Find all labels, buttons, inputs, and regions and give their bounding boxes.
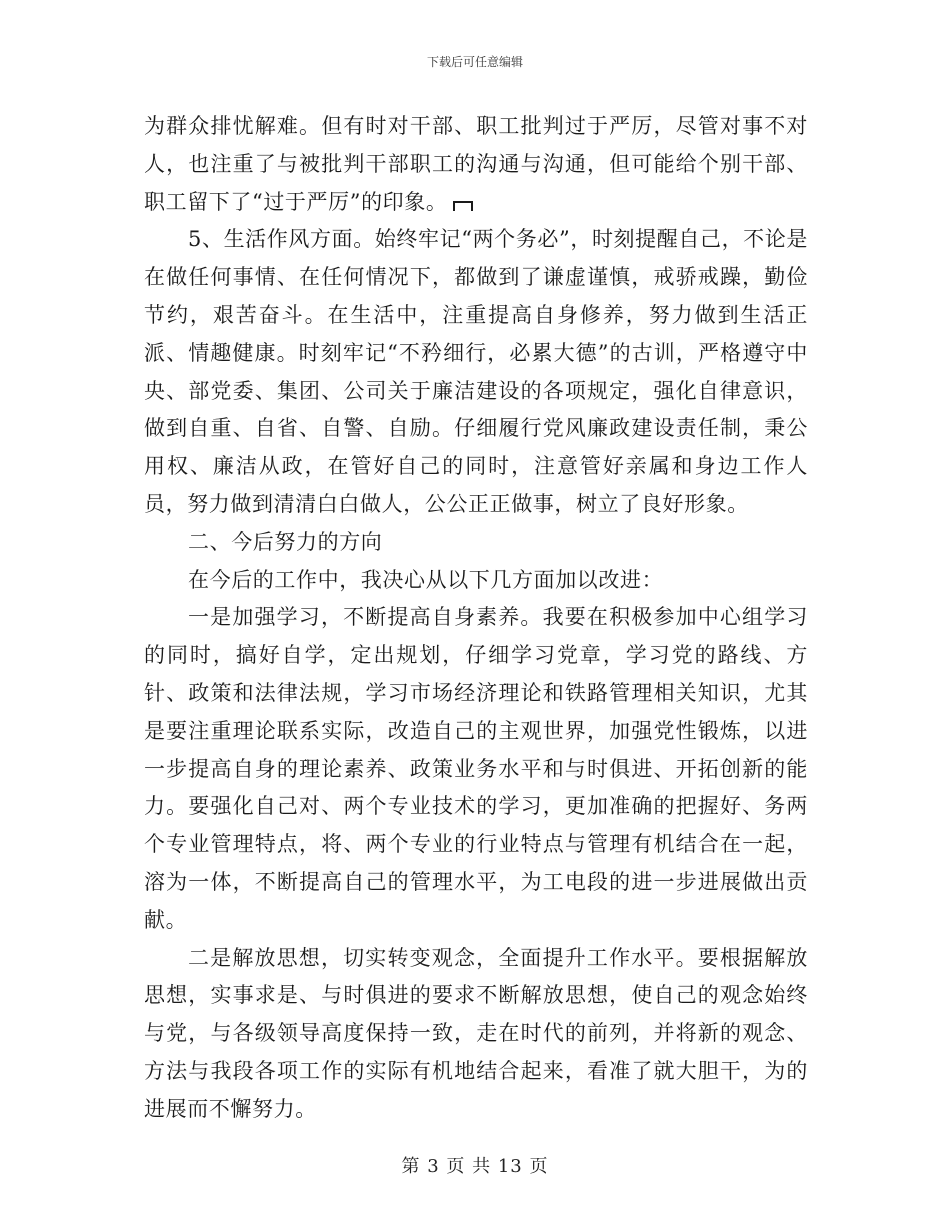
paragraph-1-text: 为群众排忧解难。但有时对干部、职工批判过于严厉，尽管对事不对人，也注重了与被批判干部职工的沟通与沟通，但可能给个别干部、职工留下了“过于严厉”的印象。 <box>144 114 808 214</box>
paragraph-4: 一是加强学习，不断提高自身素养。我要在积极参加中心组学习的同时，搞好自学，定出规划，仔细学习党章，学习党的路线、方针、政策和法律法规，学习市场经济理论和铁路管理相关知识，尤其是要注重理论联系实际，改造自己的主观世界，加强党性锻炼，以进一步提高自身的理论素养、政策业务水平和与时俱进、开拓创新的能力。要强化自己对、两个专业技术的学习，更加准确的把握好、务两个专业管理特点，将、两个专业的行业特点与管理有机结合在一起，溶为一体，不断提高自己的管理水平，为工电段的进一步进展做出贡献。 <box>144 605 808 932</box>
section-heading: 二、今后努力的方向 <box>188 529 383 554</box>
paragraph-3: 在今后的工作中，我决心从以下几方面加以改进： <box>188 567 664 592</box>
page-header: 下载后可任意编辑 <box>426 55 523 69</box>
paragraph-1 <box>144 108 808 221</box>
page-number: 第 3 页 共 13 页 <box>401 1156 549 1177</box>
bracket-mark-icon <box>453 201 473 211</box>
paragraph-5: 二是解放思想，切实转变观念，全面提升工作水平。要根据解放思想，实事求是、与时俱进的要求不断解放思想，使自己的观念始终与党，与各级领导高度保持一致，走在时代的前列，并将新的观念、方法与我段各项工作的实际有机地结合起来，看准了就大胆干，为的进展而不懈努力。 <box>144 945 808 1121</box>
document-body <box>144 108 808 1129</box>
paragraph-2: 5、生活作风方面。始终牢记“两个务必”，时刻提醒自己，不论是在做任何事情、在任何情况下，都做到了谦虚谨慎，戒骄戒躁，勤俭节约，艰苦奋斗。在生活中，注重提高自身修养，努力做到生活正派、情趣健康。时刻牢记“不矜细行，必累大德”的古训，严格遵守中央、部党委、集团、公司关于廉洁建设的各项规定，强化自律意识，做到自重、自省、自警、自励。仔细履行党风廉政建设责任制，秉公用权、廉洁从政，在管好自己的同时，注意管好亲属和身边工作人员，努力做到清清白白做人，公公正正做事，树立了良好形象。 <box>144 227 808 516</box>
